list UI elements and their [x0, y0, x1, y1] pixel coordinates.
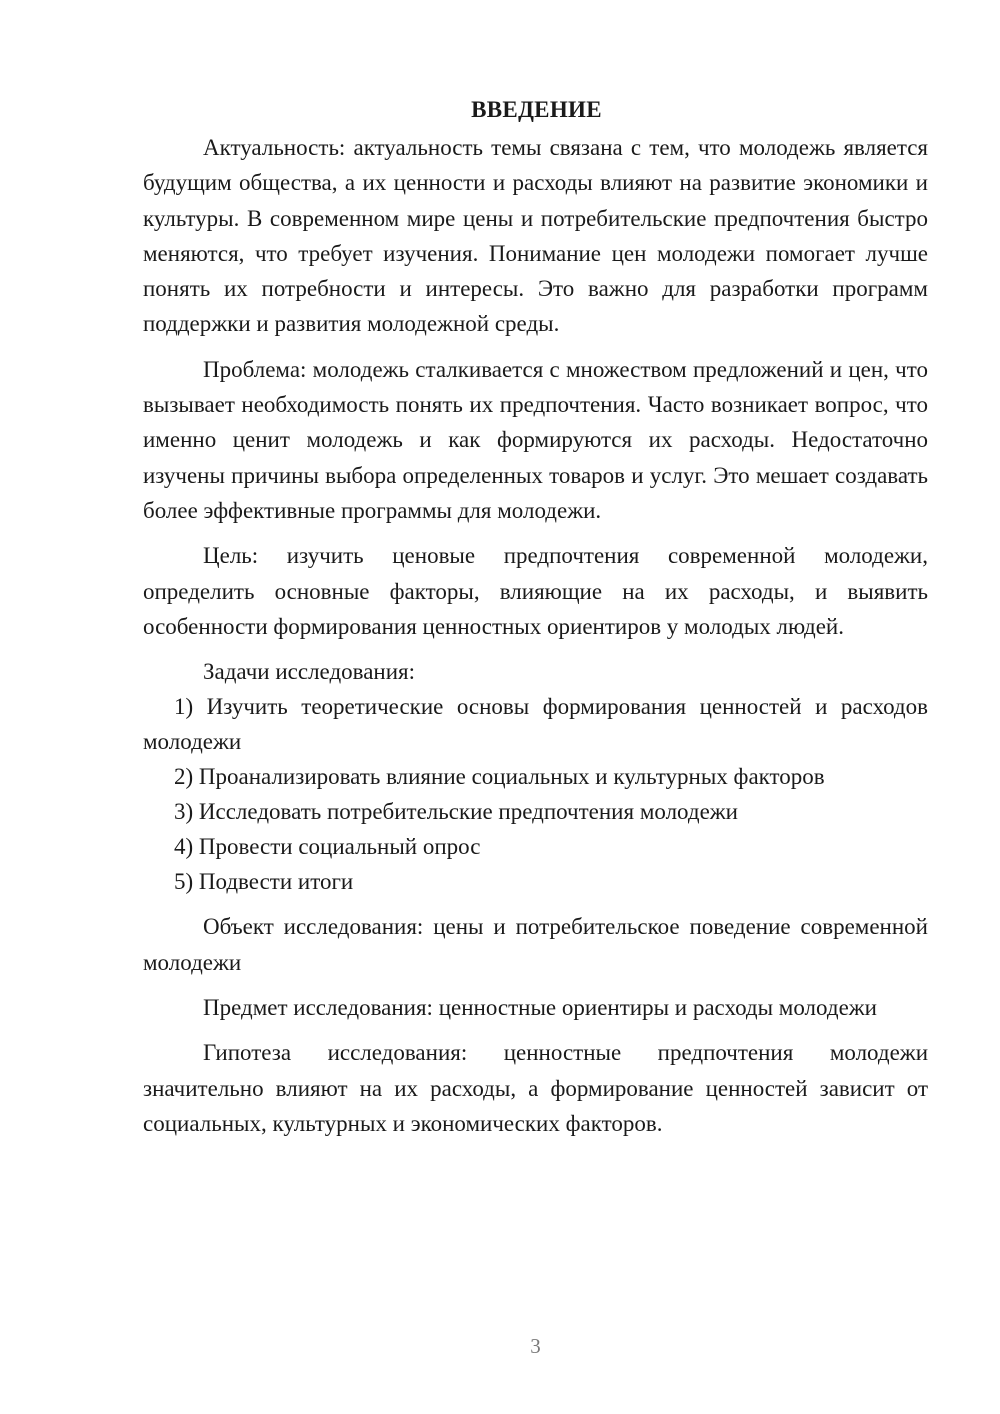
task-item-1: 1) Изучить теоретические основы формирования ценностей и расходов молодежи — [143, 694, 928, 755]
page-content — [143, 92, 928, 1141]
task-item-3: 3) Исследовать потребительские предпочтения молодежи — [174, 799, 738, 825]
paragraph-hypothesis: Гипотеза исследования: ценностные предпочтения молодежи значительно влияют на их расходы, а формирование ценностей зависит от социальных, культурных и экономических факторов. — [143, 1040, 928, 1136]
task-item-2: 2) Проанализировать влияние социальных и культурных факторов — [174, 764, 825, 790]
task-item-4: 4) Провести социальный опрос — [174, 834, 481, 860]
section-title: ВВЕДЕНИЕ — [471, 97, 602, 122]
paragraph-problem: Проблема: молодежь сталкивается с множеством предложений и цен, что вызывает необходимость понять их предпочтения. Часто возникает вопрос, что именно ценит молодежь и как формируются их расходы. Недостаточно изучены причины выбора определенных товаров и услуг. Это мешает создавать более эффективные программы для молодежи. — [143, 356, 928, 523]
paragraph-relevance: Актуальность: актуальность темы связана с тем, что молодежь является будущим общества, а их ценности и расходы влияют на развитие экономики и культуры. В современном мире цены и потребительские предпочтения быстро меняются, что требует изучения. Понимание цен молодежи помогает лучше понять их потребности и интересы. Это важно для разработки программ поддержки и развития молодежной среды. — [143, 135, 928, 337]
paragraph-object: Объект исследования: цены и потребительское поведение современной молодежи — [143, 914, 928, 975]
paragraph-goal: Цель: изучить ценовые предпочтения современной молодежи, определить основные факторы, влияющие на их расходы, и выявить особенности формирования ценностных ориентиров у молодых людей. — [143, 543, 928, 639]
task-item-5: 5) Подвести итоги — [174, 869, 354, 895]
paragraph-subject: Предмет исследования: ценностные ориентиры и расходы молодежи — [203, 995, 877, 1021]
page-number: 3 — [530, 1334, 541, 1358]
tasks-heading: Задачи исследования: — [203, 659, 416, 685]
